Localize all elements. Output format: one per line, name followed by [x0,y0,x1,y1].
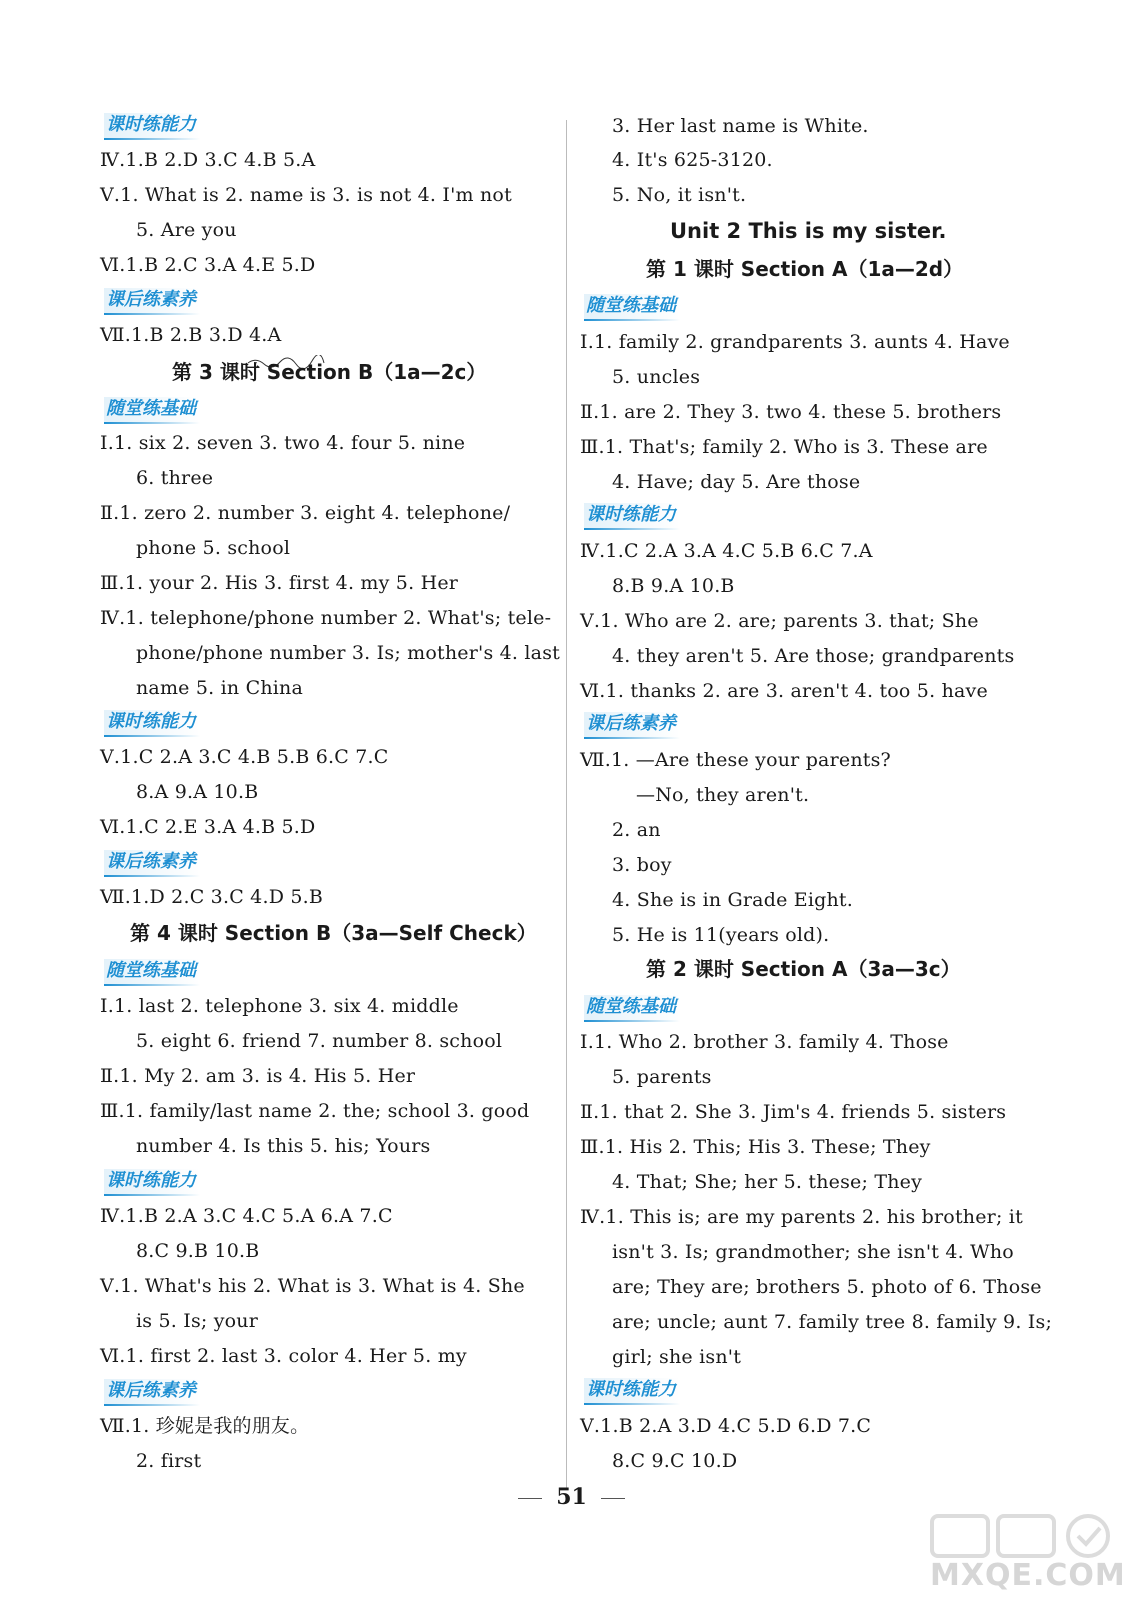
page-number-value: 51 [556,1484,587,1510]
answer-line: Ⅲ.1. your 2. His 3. first 4. my 5. Her [100,572,459,594]
answer-line: 8.C 9.B 10.B [136,1240,260,1262]
answer-line: 4. That; She; her 5. these; They [612,1171,923,1193]
answer-line: are; They are; brothers 5. photo of 6. Those [612,1276,1042,1298]
answer-line: 5. parents [612,1066,712,1088]
answer-line: Ⅶ.1. —Are these your parents? [580,749,891,771]
section-heading: 随堂练基础 [584,995,680,1020]
answer-line: 4. It's 625-3120. [612,149,773,171]
answer-line: 8.A 9.A 10.B [136,781,259,803]
answer-line: Ⅲ.1. That's; family 2. Who is 3. These are [580,436,988,458]
answer-line: 2. an [612,819,661,841]
lesson-title: 第 1 课时 Section A（1a—2d） [646,257,964,281]
page-number-dash-left [518,1498,542,1499]
answer-line: Ⅳ.1. telephone/phone number 2. What's; tele- [100,607,552,629]
answer-line: 5. uncles [612,366,701,388]
section-heading: 课后练素养 [104,288,200,313]
lesson-title: 第 2 课时 Section A（3a—3c） [646,957,961,981]
answer-line: 4. they aren't 5. Are those; grandparents [612,645,1015,667]
answer-line: 5. No, it isn't. [612,184,747,206]
section-heading: 课时练能力 [584,503,680,528]
answer-line: Ⅲ.1. family/last name 2. the; school 3. good [100,1100,530,1122]
section-heading: 随堂练基础 [104,397,200,422]
answer-line: Ⅳ.1.C 2.A 3.A 4.C 5.B 6.C 7.A [580,540,873,562]
column-divider [566,120,567,1490]
section-heading: 课后练素养 [104,1379,200,1404]
answer-line: Ⅳ.1. This is; are my parents 2. his brother; it [580,1206,1023,1228]
answer-line: 3. boy [612,854,672,876]
answer-line: 4. She is in Grade Eight. [612,889,853,911]
section-heading: 课后练素养 [104,850,200,875]
unit-title: Unit 2 This is my sister. [670,219,947,243]
section-heading: 随堂练基础 [104,959,200,984]
answer-line: Ⅴ.1. Who are 2. are; parents 3. that; She [580,610,979,632]
answer-line: 8.B 9.A 10.B [612,575,735,597]
answer-line: number 4. Is this 5. his; Yours [136,1135,431,1157]
answer-line: Ⅴ.1. What is 2. name is 3. is not 4. I'm not [100,184,512,206]
answer-line: 5. He is 11(years old). [612,924,830,946]
answer-line: Ⅵ.1. first 2. last 3. color 4. Her 5. my [100,1345,467,1367]
answer-line: Ⅴ.1.C 2.A 3.C 4.B 5.B 6.C 7.C [100,746,389,768]
answer-line: Ⅰ.1. family 2. grandparents 3. aunts 4. Have [580,331,1010,353]
answer-line: name 5. in China [136,677,304,699]
answer-line: girl; she isn't [612,1346,742,1368]
answer-line: phone 5. school [136,537,291,559]
answer-line: —No, they aren't. [636,784,810,806]
answer-line: isn't 3. Is; grandmother; she isn't 4. Who [612,1241,1014,1263]
section-heading: 课后练素养 [584,712,680,737]
section-heading: 课时练能力 [104,113,200,138]
answer-line: Ⅴ.1. What's his 2. What is 3. What is 4. She [100,1275,525,1297]
answer-line: 2. first [136,1450,202,1472]
answer-line: 5. eight 6. friend 7. number 8. school [136,1030,503,1052]
section-heading: 课时练能力 [104,710,200,735]
answer-line: Ⅵ.1. thanks 2. are 3. aren't 4. too 5. have [580,680,988,702]
answer-line: Ⅱ.1. zero 2. number 3. eight 4. telephone/ [100,502,511,524]
lesson-title: 第 4 课时 Section B（3a—Self Check） [130,921,537,945]
section-heading: 随堂练基础 [584,294,680,319]
answer-line: Ⅶ.1.B 2.B 3.D 4.A [100,324,282,346]
page-number-dash-right [601,1498,625,1499]
answer-line: Ⅰ.1. Who 2. brother 3. family 4. Those [580,1031,949,1053]
answer-line: 5. Are you [136,219,237,241]
answer-line: Ⅰ.1. six 2. seven 3. two 4. four 5. nine [100,432,466,454]
section-heading: 课时练能力 [104,1169,200,1194]
answer-line: 4. Have; day 5. Are those [612,471,861,493]
answer-line: is 5. Is; your [136,1310,259,1332]
answer-line: Ⅰ.1. last 2. telephone 3. six 4. middle [100,995,459,1017]
watermark-text: MXQE.COM [930,1558,1126,1593]
answer-line: phone/phone number 3. Is; mother's 4. last [136,642,560,664]
lesson-title: 第 3 课时 Section B（1a—2c） [172,360,487,384]
answer-line: Ⅱ.1. that 2. She 3. Jim's 4. friends 5. sisters [580,1101,1007,1123]
answer-line: Ⅵ.1.C 2.E 3.A 4.B 5.D [100,816,316,838]
answer-line: Ⅳ.1.B 2.D 3.C 4.B 5.A [100,149,316,171]
answer-line: 8.C 9.C 10.D [612,1450,738,1472]
answer-line: Ⅳ.1.B 2.A 3.C 4.C 5.A 6.A 7.C [100,1205,393,1227]
answer-line: 3. Her last name is White. [612,115,869,137]
answer-line: Ⅶ.1.D 2.C 3.C 4.D 5.B [100,886,324,908]
answer-line: 6. three [136,467,214,489]
page-number [0,1484,1143,1510]
section-heading: 课时练能力 [584,1378,680,1403]
answer-line: Ⅱ.1. My 2. am 3. is 4. His 5. Her [100,1065,416,1087]
answer-line: are; uncle; aunt 7. family tree 8. family 9. Is; [612,1311,1053,1333]
answer-line: Ⅴ.1.B 2.A 3.D 4.C 5.D 6.D 7.C [580,1415,872,1437]
answer-line: Ⅲ.1. His 2. This; His 3. These; They [580,1136,931,1158]
answer-line: Ⅱ.1. are 2. They 3. two 4. these 5. brothers [580,401,1002,423]
answer-line: Ⅵ.1.B 2.C 3.A 4.E 5.D [100,254,316,276]
answer-line: Ⅶ.1. 珍妮是我的朋友。 [100,1415,310,1437]
